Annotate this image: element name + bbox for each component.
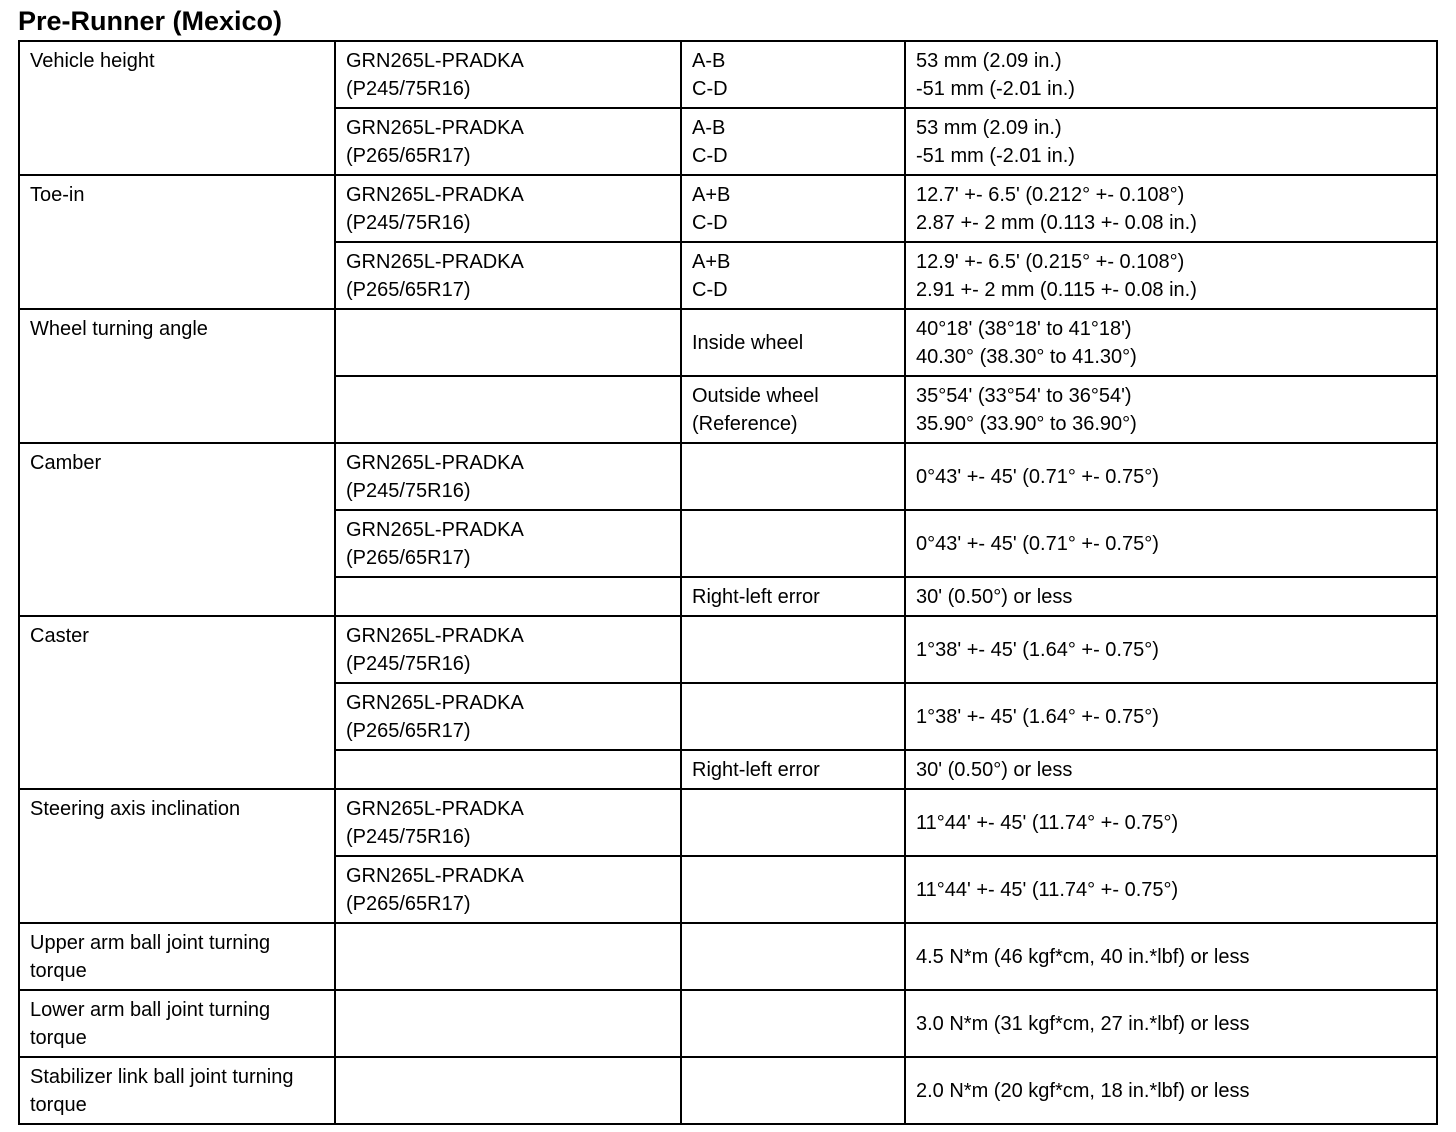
condition-cell: [681, 510, 905, 577]
item-cell: [19, 990, 335, 1057]
condition-text: C-D: [692, 279, 728, 301]
table-row: [19, 175, 1437, 242]
model-text: (P245/75R16): [346, 653, 471, 675]
value-cell: [905, 443, 1437, 510]
value-text: 35.90° (33.90° to 36.90°): [916, 413, 1137, 435]
condition-cell: [681, 990, 905, 1057]
model-cell: [335, 108, 681, 175]
item-label: Upper arm ball joint turning: [30, 932, 271, 954]
condition-text: (Reference): [692, 413, 798, 435]
model-cell: [335, 242, 681, 309]
model-text: GRN265L-PRADKA: [346, 251, 524, 273]
condition-text: Inside wheel: [692, 332, 804, 354]
model-text: (P265/65R17): [346, 547, 471, 569]
condition-cell: [681, 577, 905, 616]
model-cell: [335, 1057, 681, 1124]
item-cell: [19, 41, 335, 175]
condition-cell: [681, 1057, 905, 1124]
value-text: 12.7' +- 6.5' (0.212° +- 0.108°): [916, 184, 1185, 206]
value-text: 30' (0.50°) or less: [916, 586, 1073, 608]
value-cell: [905, 108, 1437, 175]
item-label: torque: [30, 1094, 87, 1116]
condition-cell: [681, 856, 905, 923]
value-text: 4.5 N*m (46 kgf*cm, 40 in.*lbf) or less: [916, 946, 1250, 968]
value-cell: [905, 856, 1437, 923]
item-label: Vehicle height: [30, 50, 155, 72]
item-cell: [19, 309, 335, 443]
value-cell: [905, 616, 1437, 683]
value-text: 40°18' (38°18' to 41°18'): [916, 318, 1132, 340]
table-row: [19, 1057, 1437, 1124]
condition-cell: [681, 242, 905, 309]
model-text: GRN265L-PRADKA: [346, 625, 524, 647]
table-row: [19, 309, 1437, 376]
model-cell: [335, 683, 681, 750]
table-row: [19, 923, 1437, 990]
model-cell: [335, 856, 681, 923]
model-text: GRN265L-PRADKA: [346, 519, 524, 541]
value-text: 2.91 +- 2 mm (0.115 +- 0.08 in.): [916, 279, 1197, 301]
condition-cell: [681, 789, 905, 856]
table-row: [19, 616, 1437, 683]
value-cell: [905, 376, 1437, 443]
spec-table-body: [19, 41, 1437, 1124]
value-cell: [905, 1057, 1437, 1124]
table-row: [19, 789, 1437, 856]
condition-text: Outside wheel: [692, 385, 819, 407]
model-text: (P245/75R16): [346, 212, 471, 234]
value-cell: [905, 577, 1437, 616]
model-text: (P245/75R16): [346, 826, 471, 848]
value-text: 35°54' (33°54' to 36°54'): [916, 385, 1132, 407]
condition-cell: [681, 376, 905, 443]
model-text: (P245/75R16): [346, 78, 471, 100]
condition-text: A-B: [692, 50, 726, 72]
value-text: 0°43' +- 45' (0.71° +- 0.75°): [916, 466, 1159, 488]
value-cell: [905, 41, 1437, 108]
model-cell: [335, 616, 681, 683]
value-cell: [905, 242, 1437, 309]
model-cell: [335, 175, 681, 242]
condition-cell: [681, 108, 905, 175]
item-label: Wheel turning angle: [30, 318, 208, 340]
value-text: -51 mm (-2.01 in.): [916, 78, 1075, 100]
spec-table: [18, 40, 1438, 1125]
condition-text: C-D: [692, 78, 728, 100]
value-text: -51 mm (-2.01 in.): [916, 145, 1075, 167]
value-text: 53 mm (2.09 in.): [916, 117, 1062, 139]
condition-text: C-D: [692, 212, 728, 234]
condition-cell: [681, 443, 905, 510]
value-cell: [905, 175, 1437, 242]
condition-cell: [681, 175, 905, 242]
condition-cell: [681, 309, 905, 376]
item-cell: [19, 923, 335, 990]
item-label: torque: [30, 960, 87, 982]
value-text: 40.30° (38.30° to 41.30°): [916, 346, 1137, 368]
item-label: Stabilizer link ball joint turning: [30, 1066, 294, 1088]
item-cell: [19, 616, 335, 789]
model-cell: [335, 510, 681, 577]
table-row: [19, 41, 1437, 108]
value-text: 3.0 N*m (31 kgf*cm, 27 in.*lbf) or less: [916, 1013, 1250, 1035]
model-text: GRN265L-PRADKA: [346, 798, 524, 820]
item-label: Toe-in: [30, 184, 85, 206]
value-cell: [905, 750, 1437, 789]
item-cell: [19, 443, 335, 616]
value-text: 30' (0.50°) or less: [916, 759, 1073, 781]
value-text: 11°44' +- 45' (11.74° +- 0.75°): [916, 812, 1179, 834]
model-text: (P265/65R17): [346, 720, 471, 742]
value-text: 53 mm (2.09 in.): [916, 50, 1062, 72]
value-text: 2.0 N*m (20 kgf*cm, 18 in.*lbf) or less: [916, 1080, 1250, 1102]
value-text: 12.9' +- 6.5' (0.215° +- 0.108°): [916, 251, 1185, 273]
model-cell: [335, 789, 681, 856]
table-row: [19, 990, 1437, 1057]
model-cell: [335, 750, 681, 789]
value-cell: [905, 309, 1437, 376]
model-text: GRN265L-PRADKA: [346, 865, 524, 887]
item-cell: [19, 1057, 335, 1124]
value-text: 2.87 +- 2 mm (0.113 +- 0.08 in.): [916, 212, 1197, 234]
value-cell: [905, 990, 1437, 1057]
condition-cell: [681, 41, 905, 108]
model-text: GRN265L-PRADKA: [346, 184, 524, 206]
value-text: 1°38' +- 45' (1.64° +- 0.75°): [916, 639, 1159, 661]
value-text: 0°43' +- 45' (0.71° +- 0.75°): [916, 533, 1159, 555]
value-cell: [905, 683, 1437, 750]
condition-cell: [681, 616, 905, 683]
model-text: (P265/65R17): [346, 145, 471, 167]
model-text: (P265/65R17): [346, 893, 471, 915]
table-row: [19, 443, 1437, 510]
value-cell: [905, 923, 1437, 990]
model-cell: [335, 376, 681, 443]
value-cell: [905, 510, 1437, 577]
condition-cell: [681, 683, 905, 750]
model-text: GRN265L-PRADKA: [346, 117, 524, 139]
model-text: GRN265L-PRADKA: [346, 452, 524, 474]
model-cell: [335, 923, 681, 990]
model-cell: [335, 309, 681, 376]
item-label: Camber: [30, 452, 102, 474]
model-text: (P245/75R16): [346, 480, 471, 502]
condition-cell: [681, 923, 905, 990]
item-cell: [19, 789, 335, 923]
item-label: Lower arm ball joint turning: [30, 999, 271, 1021]
condition-text: A+B: [692, 184, 731, 206]
condition-cell: [681, 750, 905, 789]
model-text: (P265/65R17): [346, 279, 471, 301]
item-label: torque: [30, 1027, 87, 1049]
model-cell: [335, 990, 681, 1057]
model-cell: [335, 577, 681, 616]
model-text: GRN265L-PRADKA: [346, 692, 524, 714]
model-cell: [335, 41, 681, 108]
condition-text: Right-left error: [692, 586, 820, 608]
value-text: 11°44' +- 45' (11.74° +- 0.75°): [916, 879, 1179, 901]
condition-text: C-D: [692, 145, 728, 167]
value-text: 1°38' +- 45' (1.64° +- 0.75°): [916, 706, 1159, 728]
condition-text: A-B: [692, 117, 726, 139]
model-text: GRN265L-PRADKA: [346, 50, 524, 72]
model-cell: [335, 443, 681, 510]
item-label: Steering axis inclination: [30, 798, 241, 820]
value-cell: [905, 789, 1437, 856]
condition-text: Right-left error: [692, 759, 820, 781]
page-title: Pre-Runner (Mexico): [18, 6, 283, 36]
item-cell: [19, 175, 335, 309]
item-label: Caster: [30, 625, 89, 647]
condition-text: A+B: [692, 251, 731, 273]
